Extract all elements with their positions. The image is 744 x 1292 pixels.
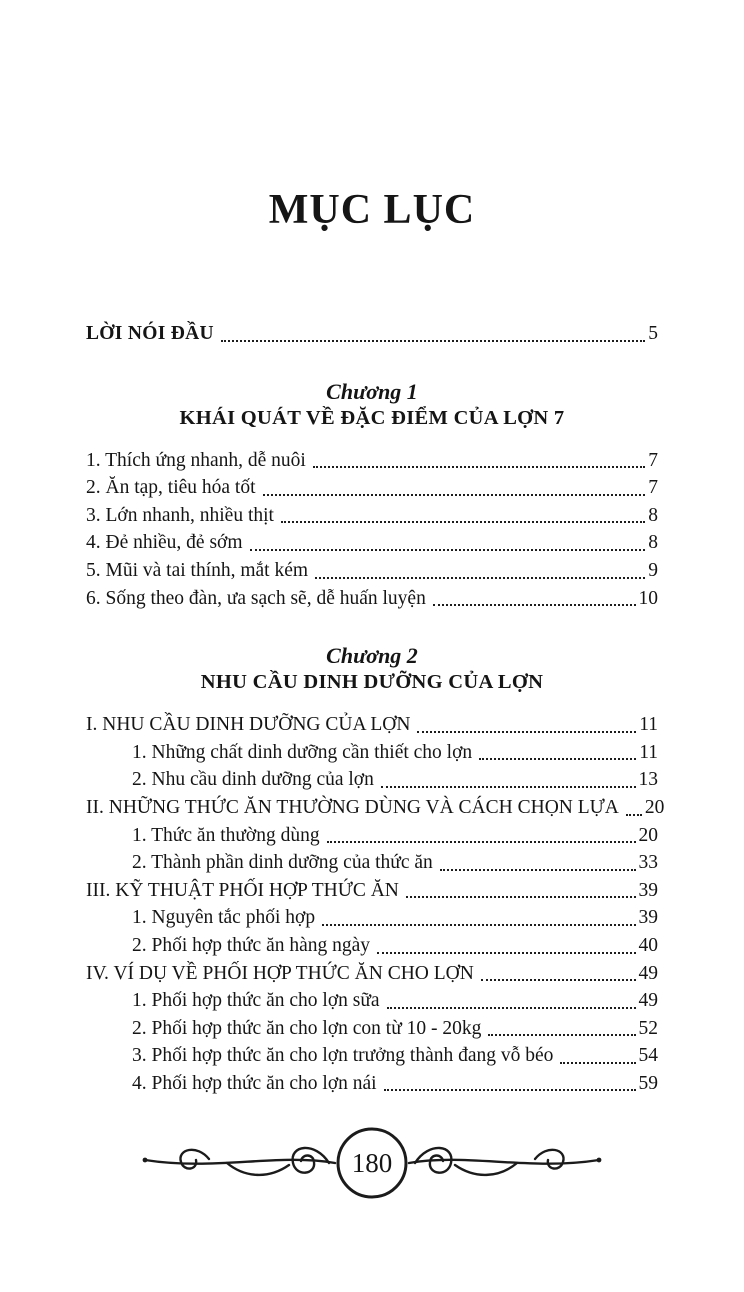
toc-entry-label: II. NHỮNG THỨC ĂN THƯỜNG DÙNG VÀ CÁCH CHỌN LỰA [86, 796, 619, 818]
toc-entry-page: 49 [638, 990, 658, 1012]
toc-entry [86, 739, 658, 767]
dot-leader [250, 549, 646, 551]
toc-entry-label: LỜI NÓI ĐẦU [86, 323, 214, 344]
dot-leader [387, 1007, 636, 1009]
footer-flourish-icon [137, 1113, 607, 1213]
toc-entry [86, 447, 658, 475]
dot-leader [377, 952, 635, 954]
chapter-number: Chương 1 [326, 378, 418, 404]
toc-entry-label: 1. Nguyên tắc phối hợp [132, 907, 316, 929]
toc-entry [86, 822, 658, 850]
toc-entry [86, 794, 665, 822]
toc-entry-label: 2. Nhu cầu dinh dưỡng của lợn [132, 769, 374, 791]
toc-entry-label: I. NHU CẦU DINH DƯỠNG CỦA LỢN [86, 714, 411, 736]
toc-entry [86, 766, 658, 794]
dot-leader [479, 758, 636, 760]
toc-entry-label: 4. Đẻ nhiều, đẻ sớm [86, 532, 243, 554]
toc-entry [86, 711, 658, 739]
page-title: MỤC LỤC [268, 187, 476, 233]
toc-entry-label: III. KỸ THUẬT PHỐI HỢP THỨC ĂN [86, 879, 399, 901]
toc-entry [86, 877, 658, 905]
toc-entry-label: 3. Lớn nhanh, nhiều thịt [86, 504, 274, 526]
dot-leader [433, 604, 636, 606]
toc-entry-label: IV. VÍ DỤ VỀ PHỐI HỢP THỨC ĂN CHO LỢN [86, 962, 474, 984]
dot-leader [440, 869, 636, 871]
toc-entry-label: 1. Phối hợp thức ăn cho lợn sữa [132, 990, 380, 1012]
chapter-title: NHU CẦU DINH DƯỠNG CỦA LỢN [200, 671, 544, 694]
dot-leader [488, 1034, 635, 1036]
toc-entry-label: 1. Thích ứng nhanh, dễ nuôi [86, 449, 306, 471]
dot-leader [417, 731, 636, 733]
toc-entry-page: 33 [638, 852, 658, 874]
toc-list [86, 320, 665, 1097]
dot-leader [313, 466, 645, 468]
toc-entry-page: 11 [639, 741, 658, 763]
dot-leader [322, 924, 635, 926]
toc-entry [86, 987, 658, 1015]
toc-entry-label: 2. Thành phần dinh dưỡng của thức ăn [132, 852, 433, 874]
footer-ornament [86, 1113, 658, 1218]
toc-entry-page: 39 [638, 907, 658, 929]
toc-entry-page: 10 [638, 587, 658, 609]
dot-leader [560, 1062, 635, 1064]
toc-entry [86, 585, 658, 613]
dot-leader [384, 1089, 636, 1091]
toc-entry-page: 39 [638, 879, 658, 901]
dot-leader [327, 841, 636, 843]
toc-entry-page: 9 [648, 559, 658, 581]
toc-entry [86, 1015, 658, 1043]
chapter-title: KHÁI QUÁT VỀ ĐẶC ĐIỂM CỦA LỢN 7 [179, 406, 565, 429]
page-header [86, 0, 658, 234]
toc-entry-label: 4. Phối hợp thức ăn cho lợn nái [132, 1072, 377, 1094]
dot-leader [221, 340, 645, 342]
dot-leader [381, 786, 636, 788]
toc-entry [86, 960, 658, 988]
chapter-number: Chương 2 [326, 643, 418, 669]
toc-entry-page: 7 [648, 477, 658, 499]
chapter-heading [86, 378, 658, 432]
toc-entry-label: 2. Phối hợp thức ăn hàng ngày [132, 934, 371, 956]
dot-leader [263, 494, 646, 496]
toc-entry-page: 40 [638, 934, 658, 956]
toc-entry-page: 13 [638, 769, 658, 791]
footer-page-number: 180 [351, 1148, 393, 1179]
toc-entry-label: 5. Mũi và tai thính, mắt kém [86, 559, 309, 581]
toc-entry [86, 1070, 658, 1098]
toc-entry [86, 529, 658, 557]
dot-leader [406, 896, 636, 898]
toc-entry-page: 11 [639, 714, 658, 736]
toc-entry-page: 20 [638, 824, 658, 846]
toc-entry [86, 320, 658, 348]
toc-entry-label: 6. Sống theo đàn, ưa sạch sẽ, dễ huấn luyện [86, 587, 426, 609]
toc-entry [86, 849, 658, 877]
toc-entry-label: 2. Phối hợp thức ăn cho lợn con từ 10 - 20kg [132, 1017, 482, 1039]
toc-entry-page: 52 [638, 1017, 658, 1039]
toc-entry-page: 7 [648, 449, 658, 471]
toc-entry [86, 557, 658, 585]
toc-entry-label: 3. Phối hợp thức ăn cho lợn trưởng thành đang vỗ béo [132, 1045, 554, 1067]
dot-leader [626, 814, 642, 816]
toc-entry-page: 59 [638, 1072, 658, 1094]
dot-leader [481, 979, 636, 981]
toc-entry-page: 49 [638, 962, 658, 984]
dot-leader [315, 577, 645, 579]
toc-entry-page: 20 [644, 796, 665, 818]
toc-entry-label: 2. Ăn tạp, tiêu hóa tốt [86, 477, 256, 499]
chapter-heading [86, 642, 658, 696]
toc-entry [86, 474, 658, 502]
toc-entry [86, 904, 658, 932]
toc-entry-page: 8 [648, 504, 658, 526]
toc-entry [86, 932, 658, 960]
toc-entry-label: 1. Thức ăn thường dùng [132, 824, 320, 846]
toc-entry-page: 54 [638, 1045, 658, 1067]
toc-entry-page: 8 [648, 532, 658, 554]
toc-entry [86, 502, 658, 530]
toc-entry-label: 1. Những chất dinh dưỡng cần thiết cho lợn [132, 741, 473, 763]
dot-leader [281, 521, 645, 523]
toc-entry [86, 1042, 658, 1070]
toc-entry-page: 5 [648, 323, 658, 344]
